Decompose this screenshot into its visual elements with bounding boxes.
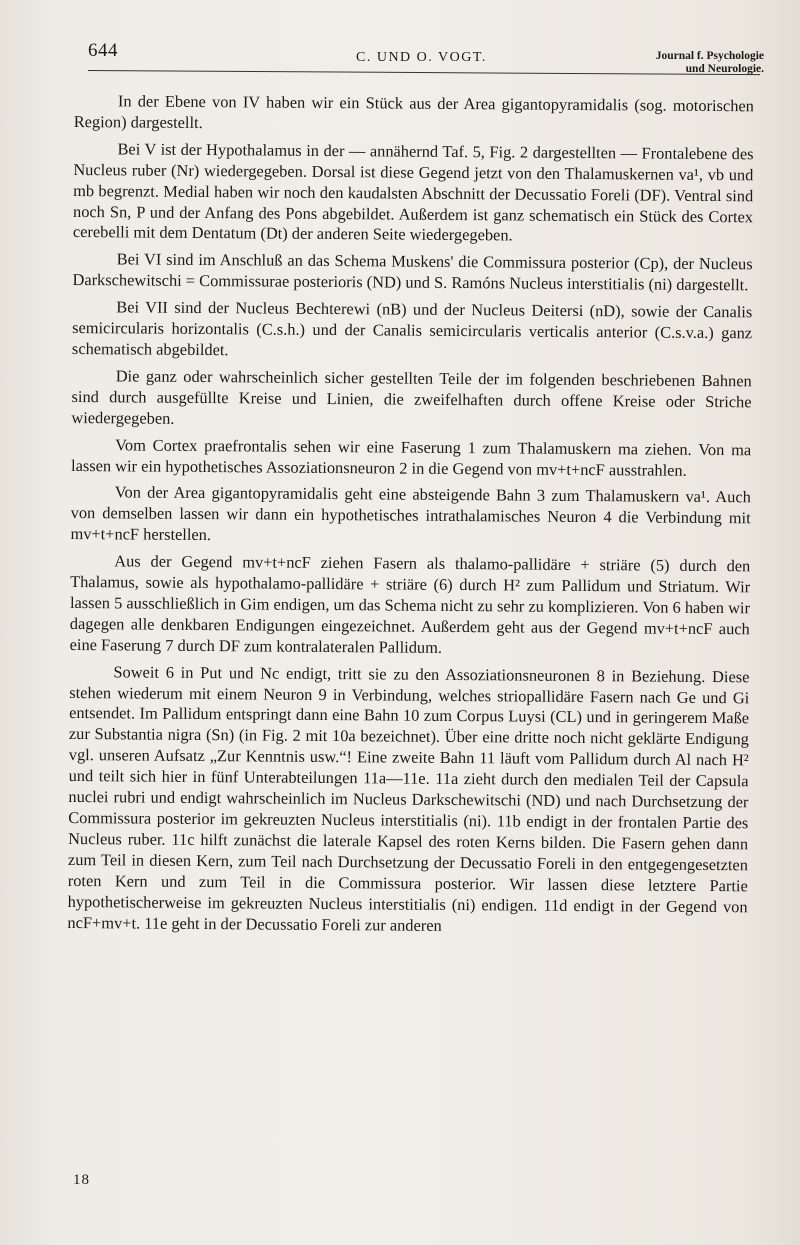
journal-title-line-1: Journal f. Psychologie [655,50,764,62]
paragraph-3: Bei VI sind im Anschluß an das Schema Muskens' die Commissura posterior (Cp), der Nucleus Darkschewitschi = Commissurae posterioris (ND) und S. Ramóns Nucleus interstitialis (ni) dargestellt. [72,249,753,295]
page-header [88,40,764,75]
running-title: C. UND O. VOGT. [356,50,487,65]
journal-title-line-2: und Neurologie. [685,63,764,75]
paragraph-4: Bei VII sind der Nucleus Bechterewi (nB) und der Nucleus Deitersi (nD), sowie der Canalis semicircularis horizontalis (C.s.h.) und der Canalis semicircularis verticalis anterior (C.s.v.a.) ganz schematisch abgebildet. [71,297,753,360]
paragraph-8: Aus der Gegend mv+t+ncF ziehen Fasern als thalamo-pallidäre + striäre (5) durch den Thalamus, sowie als hypothalamo-pallidäre + striäre (6) durch H² zum Pallidum und Striatum. Wir lassen 5 ausschließlich in Gim endigen, um das Schema nicht zu sehr zu komplizieren. Von 6 haben wir dagegen alle denkbaren Endigungen eingezeichnet. Außerdem geht aus der Gegend mv+t+ncF auch eine Faserung 7 durch DF zum kontralateralen Pallidum. [69,551,751,657]
journal-title [656,50,764,76]
paragraph-2: Bei V ist der Hypothalamus in der — annähernd Taf. 5, Fig. 2 dargestellten — Frontalebene des Nucleus ruber (Nr) wiedergegeben. Dorsal ist diese Gegend jetzt von den Thalamuskernen va¹, vb und mb begrenzt. Medial haben wir noch den kaudalsten Abschnitt der Decussatio Foreli (DF). Ventral sind noch Sn, P und der Anfang des Pons abgebildet. Außerdem ist ganz schematisch ein Stück des Cortex cerebelli mit dem Dentatum (Dt) der anderen Seite wiedergegeben. [72,139,754,245]
page-number: 644 [88,40,118,61]
paragraph-7: Von der Area gigantopyramidalis geht eine absteigende Bahn 3 zum Thalamuskern va¹. Auch von demselben lassen wir dann ein hypothetisches intrathalamisches Neuron 4 die Verbindung mit mv+t+ncF herstellen. [70,482,751,545]
paragraph-6: Vom Cortex praefrontalis sehen wir eine Faserung 1 zum Thalamuskern ma ziehen. Von ma lassen wir ein hypothetisches Assoziationsneuron 2 in die Gegend von mv+t+ncF ausstrahlen. [70,434,752,480]
paragraph-5: Die ganz oder wahrscheinlich sicher gestellten Teile der im folgenden beschriebenen Bahnen sind durch ausgefüllte Kreise und Linien, die zweifelhaften durch offene Kreise oder Striche wiedergegeben. [71,366,752,428]
signature-mark: 18 [73,1172,90,1188]
paragraph-1: In der Ebene von IV haben wir ein Stück aus der Area gigantopyramidalis (sog. motorischen Region) dargestellt. [73,91,754,132]
paragraph-9: Soweit 6 in Put und Nc endigt, tritt sie zu den Assoziationsneuronen 8 in Beziehung. Diese stehen wiederum mit einem Neuron 9 in Verbindung, welches striopallidäre Fasern nach Ge und Gi entsendet. Im Pallidum entspringt dann eine Bahn 10 zum Corpus Luysi (CL) und in geringerem Maße zur Substantia nigra (Sn) (in Fig. 2 mit 10a bezeichnet). Über eine dritte noch nicht geklärte Endigung vgl. unseren Aufsatz „Zur Kenntnis usw.“! Eine zweite Bahn 11 läuft vom Pallidum durch Al nach H² und teilt sich hier in fünf Unterabteilungen 11a—11e. 11a zieht durch den medialen Teil der Capsula nuclei rubri und endigt wahrscheinlich im Nucleus Darkschewitschi (ND) und nach Durchsetzung der Commissura posterior im gekreuzten Nucleus interstitialis (ni). 11b endigt in der frontalen Partie des Nucleus ruber. 11c hilft zunächst die laterale Kapsel des roten Kerns bilden. Die Fasern gehen dann zum Teil in diesen Kern, zum Teil nach Durchsetzung der Decussatio Foreli in den entgegengesetzten roten Kern und zum Teil in die Commissura posterior. Wir lassen diese letztere Partie hypothetischerweise im gekreuzten Nucleus interstitialis (ni) endigen. 11d endigt in der Gegend von ncF+mv+t. 11e geht in der Decussatio Foreli zur anderen [67,661,750,935]
body-text [67,91,754,939]
